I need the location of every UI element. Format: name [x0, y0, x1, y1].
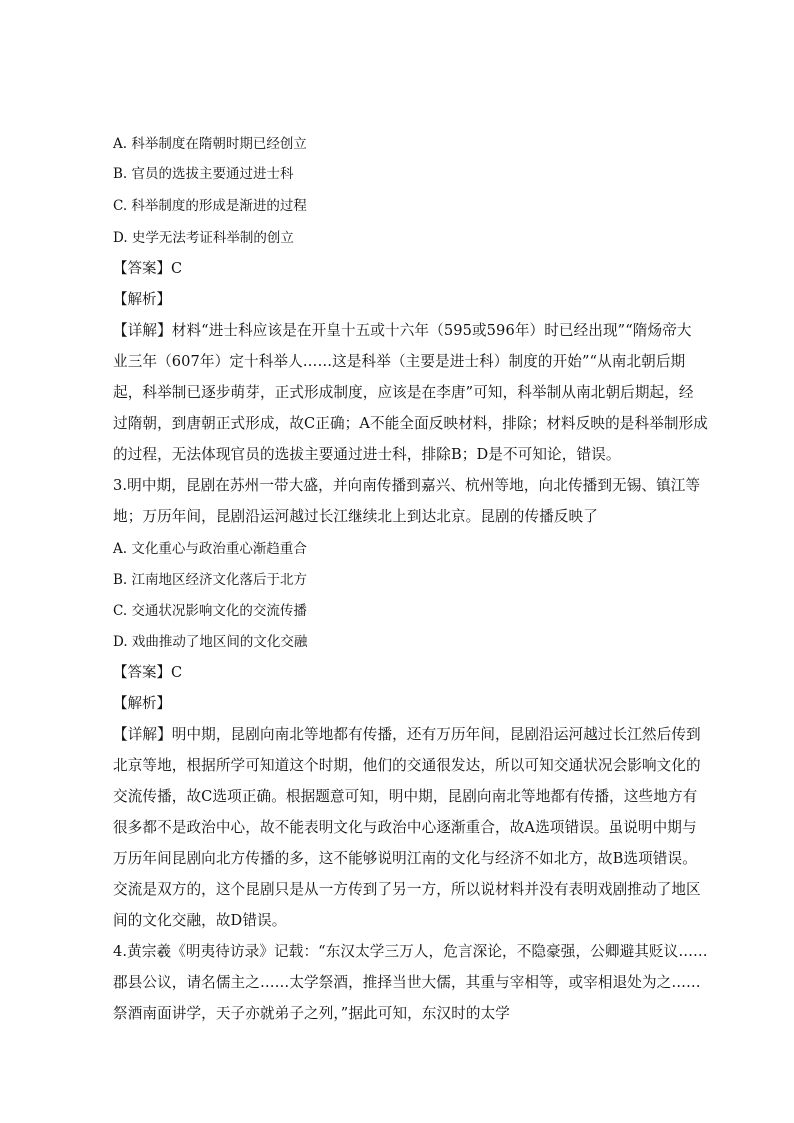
q3-option-a: A. 文化重心与政治重心渐趋重合 — [113, 541, 307, 557]
q2-option-b: B. 官员的选拔主要通过进士科 — [113, 166, 294, 182]
q2-option-c: C. 科举制度的形成是渐进的过程 — [113, 198, 307, 214]
q2-detail-line: 【详解】材料“进士科应该是在开皇十五或十六年（595或596年）时已经出现”“隋炀帝大 — [113, 322, 692, 339]
q2-detail-line: 起，科举制已逐步萌芽，正式形成制度，应该是在李唐”可知，科举制从南北朝后期起，经 — [113, 384, 694, 401]
q3-detail-line: 【详解】明中期，昆剧向南北等地都有传播，还有万历年间，昆剧沿运河越过长江然后传到 — [113, 726, 701, 743]
q3-detail-line: 北京等地，根据所学可知道这个时期，他们的交通很发达，所以可知交通状况会影响文化的 — [113, 757, 701, 774]
q3-option-c: C. 交通状况影响文化的交流传播 — [113, 603, 307, 619]
q3-answer: 【答案】C — [113, 665, 183, 681]
q4-stem-line: 4.黄宗羲《明夷待访录》记载：“东汉太学三万人，危言深论，不隐豪强，公卿避其贬议…… — [113, 943, 708, 960]
q2-option-a: A. 科举制度在隋朝时期已经创立 — [113, 136, 307, 152]
q2-detail-line: 业三年（607年）定十科举人……这是科举（主要是进士科）制度的开始”“从南北朝后期 — [113, 353, 686, 370]
q3-detail-line: 很多都不是政治中心，故不能表明文化与政治中心逐渐重合，故A选项错误。虽说明中期与 — [113, 819, 697, 836]
q3-stem-line: 地；万历年间，昆剧沿运河越过长江继续北上到达北京。昆剧的传播反映了 — [113, 508, 598, 525]
q2-detail-line: 过隋朝，到唐朝正式形成，故C正确；A不能全面反映材料，排除；材料反映的是科举制形成 — [113, 415, 708, 432]
q3-detail-line: 交流传播，故C选项正确。根据题意可知，明中期，昆剧向南北等地都有传播，这些地方有 — [113, 788, 698, 805]
q2-analysis-label: 【解析】 — [113, 292, 171, 308]
q3-detail-line: 万历年间昆剧向北方传播的多，这不能够说明江南的文化与经济不如北方，故B选项错误。 — [113, 850, 697, 867]
q3-option-b: B. 江南地区经济文化落后于北方 — [113, 572, 308, 588]
q3-option-d: D. 戏曲推动了地区间的文化交融 — [113, 634, 308, 650]
q4-stem-line: 郡县公议，请名儒主之……太学祭酒，推择当世大儒，其重与宰相等，或宰相退处为之…… — [113, 974, 701, 991]
q4-stem-line: 祭酒南面讲学，天子亦就弟子之列，”据此可知，东汉时的太学 — [113, 1005, 510, 1022]
q3-detail-line: 交流是双方的，这个昆剧只是从一方传到了另一方，所以说材料并没有表明戏剧推动了地区 — [113, 881, 701, 898]
q2-option-d: D. 史学无法考证科举制的创立 — [113, 230, 294, 246]
q3-stem-line: 3.明中期，昆剧在苏州一带大盛，并向南传播到嘉兴、杭州等地，向北传播到无锡、镇江等 — [113, 477, 701, 494]
q3-analysis-label: 【解析】 — [113, 696, 171, 712]
q3-detail-line: 间的文化交融，故D错误。 — [113, 912, 287, 929]
q2-detail-line: 的过程，无法体现官员的选拔主要通过进士科，排除B；D是不可知论，错误。 — [113, 446, 621, 463]
q2-answer: 【答案】C — [113, 261, 183, 277]
